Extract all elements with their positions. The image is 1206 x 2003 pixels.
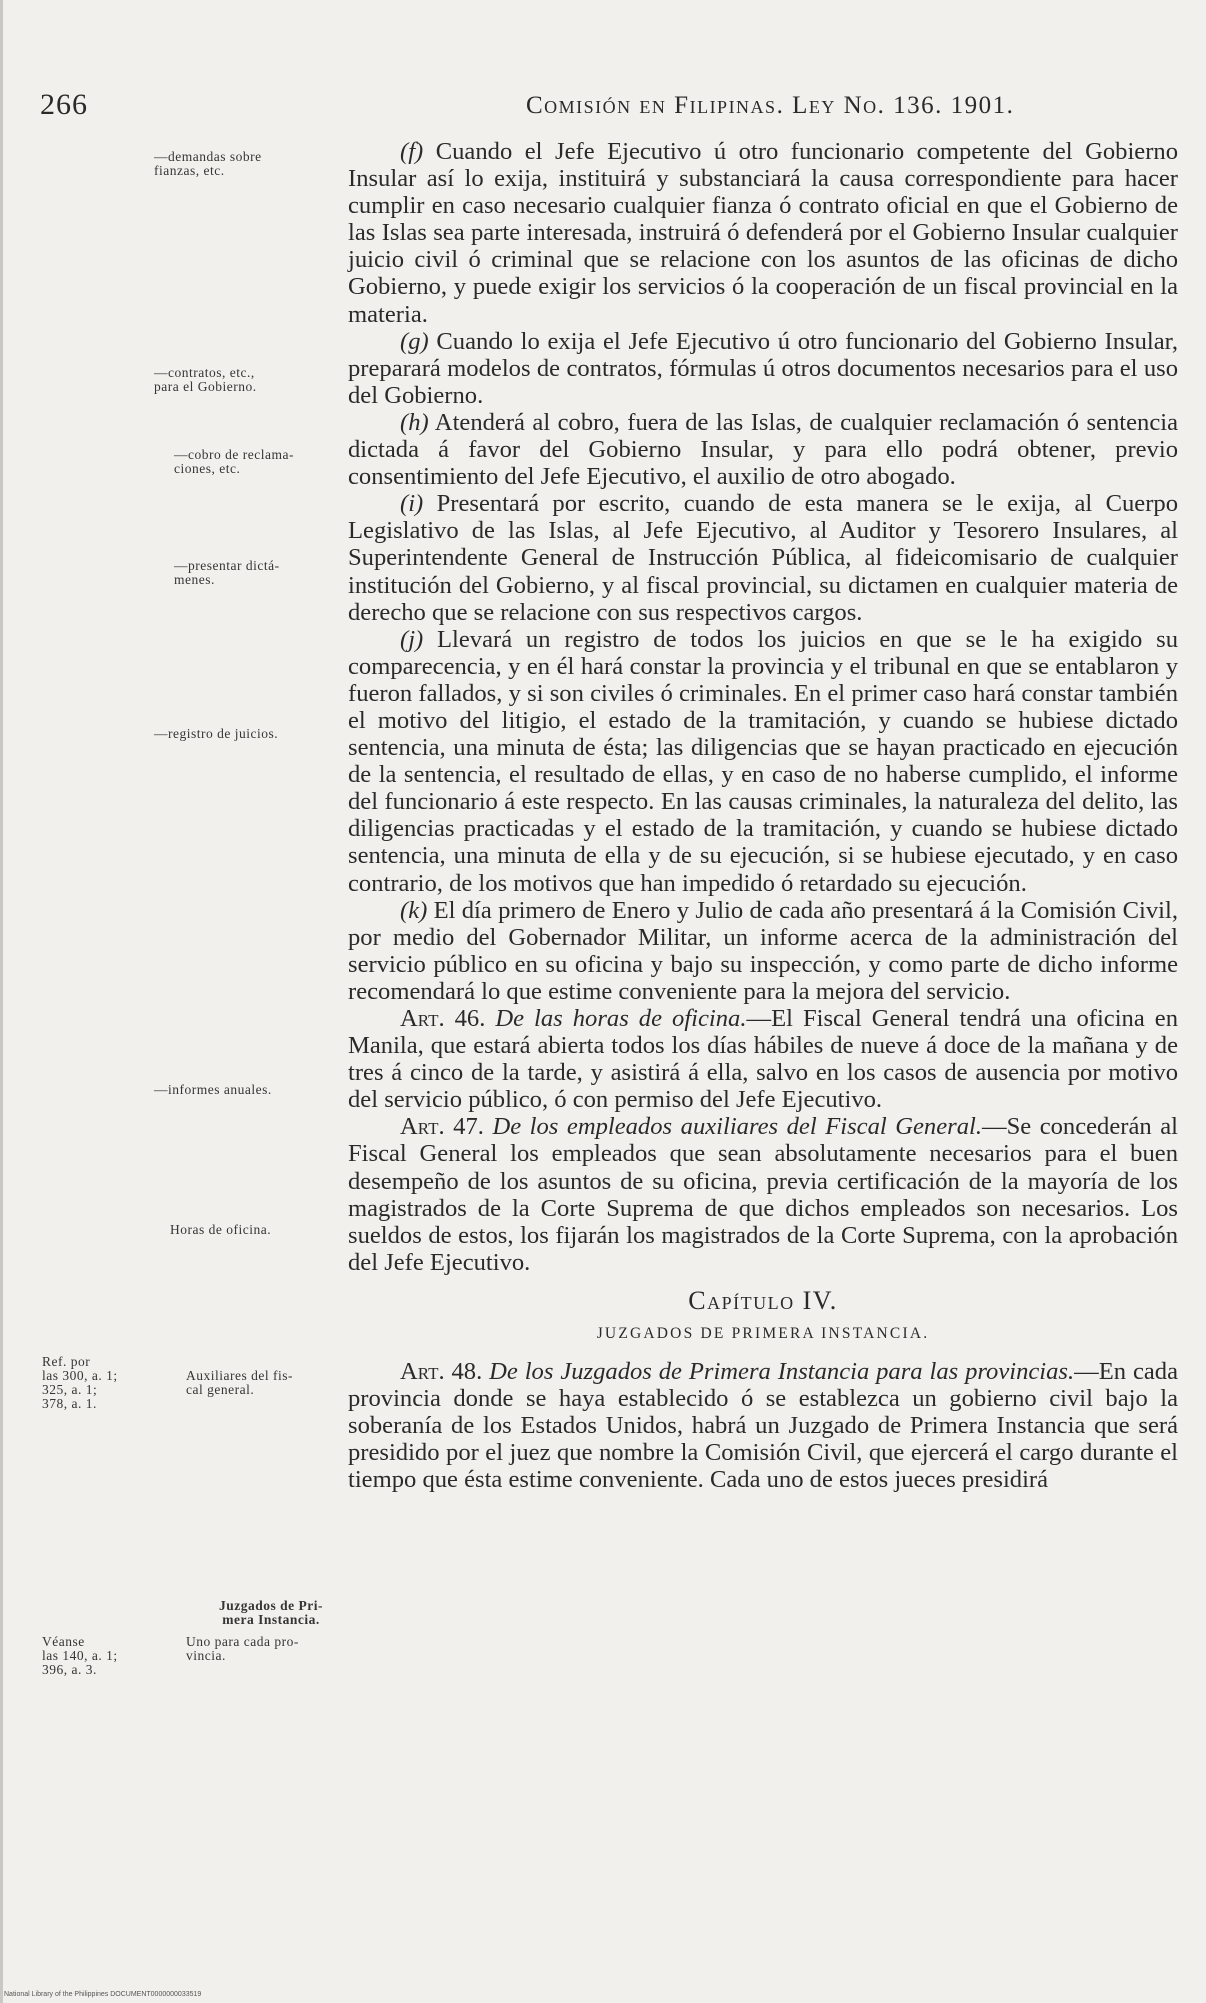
marginal-note-uno: Uno para cada pro- vincia. [186,1634,299,1663]
paragraph-f: (f) Cuando el Jefe Ejecutivo ú otro funcionario competente del Gobierno Insular así lo exija, instituirá y substanciará la causa correspondiente para hacer cumplir en caso necesario cualquier fianza ó contrato oficial en que el Gobierno de las Islas sea parte interesada, instruirá ó defenderá por el Gobierno Insular cualquier juicio civil ó criminal que se relacione con los asuntos de las oficinas de dicho Gobierno, y puede exigir los servicios ó la cooperación de un fiscal provincial en la materia. [348,138,1178,328]
main-text [348,138,1178,1493]
marginal-note-veanse: Véanse las 140, a. 1; 396, a. 3. [42,1634,118,1677]
marginal-note-registro: —registro de juicios. [154,726,279,741]
marginal-note-juzgados: Juzgados de Pri- mera Instancia. [219,1598,323,1627]
paragraph-j: (j) Llevará un registro de todos los juicios en que se le ha exigido su comparecencia, y en él hará constar la provincia y el tribunal en que se entablaron y fueron fallados, y si son civiles ó criminales. En el primer caso hará constar también el motivo del litigio, el estado de la tramitación, y cuando se hubiese dictado sentencia, una minuta de ésta; las diligencias que se hayan practicado en ejecución de la sentencia, el resultado de ellas, y en caso de no haberse cumplido, el informe del funcionario á este respecto. En las causas criminales, la naturaleza del delito, las diligencias practicadas y el estado de la tramitación, y cuando se hubiese dictado sentencia, una minuta de ella y de su ejecución, si se hubiese ejecutado, y en caso contrario, de los motivos que han impedido ó retardado su ejecución. [348,625,1178,897]
article-47: Art. 47. De los empleados auxiliares del Fiscal General.—Se concederán al Fiscal General los empleados que sean absolutamente necesarios para el buen desempeño de los asuntos de su oficina, previa certificación de la mayoría de los magistrados de la Corte Suprema de que dichos empleados son necesarios. Los sueldos de estos, los fijarán los magistrados de la Corte Suprema, con la aprobación del Jefe Ejecutivo. [348,1113,1178,1276]
marginal-note-horas: Horas de oficina. [170,1222,272,1237]
chapter-title: Capítulo IV. [688,1285,838,1315]
paragraph-k: (k) El día primero de Enero y Julio de cada año presentará á la Comisión Civil, por medio del Gobernador Militar, un informe acerca de la administración del servicio público en su oficina y bajo su inspección, y como parte de dicho informe recomendará lo que estime conveniente para la mejora del servicio. [348,896,1178,1005]
article-46: Art. 46. De las horas de oficina.—El Fiscal General tendrá una oficina en Manila, que estará abierta todos los días hábiles de nueve á doce de la mañana y de tres á cinco de la tarde, y asistirá á ella, salvo en los casos de ausencia por motivo del servicio público, ó con permiso del Jefe Ejecutivo. [348,1005,1178,1114]
marginal-note-cobro: —cobro de reclama- ciones, etc. [174,447,294,476]
page-header [40,88,1180,128]
marginal-note-ref: Ref. por las 300, a. 1; 325, a. 1; 378, a. 1. [42,1354,118,1411]
scan-footer: National Library of the Philippines DOCUMENT0000000033519 [4,1991,202,1998]
article-48: Art. 48. De los Juzgados de Primera Instancia para las provincias.—En cada provincia donde se haya establecido ó se establezca un gobierno civil bajo la soberanía de los Estados Unidos, habrá un Juzgado de Primera Instancia que será presidido por el juez que nombre la Comisión Civil, que ejercerá el cargo durante el tiempo que ésta estime conveniente. Cada uno de estos jueces presidirá [348,1357,1179,1494]
page-edge [0,0,3,2003]
paragraph-i: (i) Presentará por escrito, cuando de esta manera se le exija, al Cuerpo Legislativo de las Islas, al Jefe Ejecutivo, al Auditor y Tesorero Insulares, al Superintendente General de Instrucción Pública, al fideicomisario de cualquier institución del Gobierno, y al fiscal provincial, su dictamen en cualquier materia de derecho que se relacione con sus respectivos cargos. [348,490,1178,626]
running-head: Comisión en Filipinas. Ley No. 136. 1901. [526,92,1015,119]
paragraph-g: (g) Cuando lo exija el Jefe Ejecutivo ú otro funcionario del Gobierno Insular, preparará modelos de contratos, fórmulas ú otros documentos necesarios para el uso del Gobierno. [348,327,1178,409]
chapter-subtitle: JUZGADOS DE PRIMERA INSTANCIA. [596,1324,930,1342]
marginal-note-informes: —informes anuales. [154,1082,272,1097]
marginal-note-presentar: —presentar dictá- menes. [174,558,280,587]
paragraph-h: (h) Atenderá al cobro, fuera de las Islas, de cualquier reclamación ó sentencia dictada á favor del Gobierno Insular, y para ello podrá obtener, previo consentimiento del Jefe Ejecutivo, el auxilio de otro abogado. [348,408,1178,491]
marginal-note-contratos: —contratos, etc., para el Gobierno. [154,365,257,394]
marginal-note-auxiliares: Auxiliares del fis- cal general. [186,1368,293,1397]
page-number: 266 [40,88,88,121]
marginal-note-demandas: —demandas sobre fianzas, etc. [154,149,262,178]
